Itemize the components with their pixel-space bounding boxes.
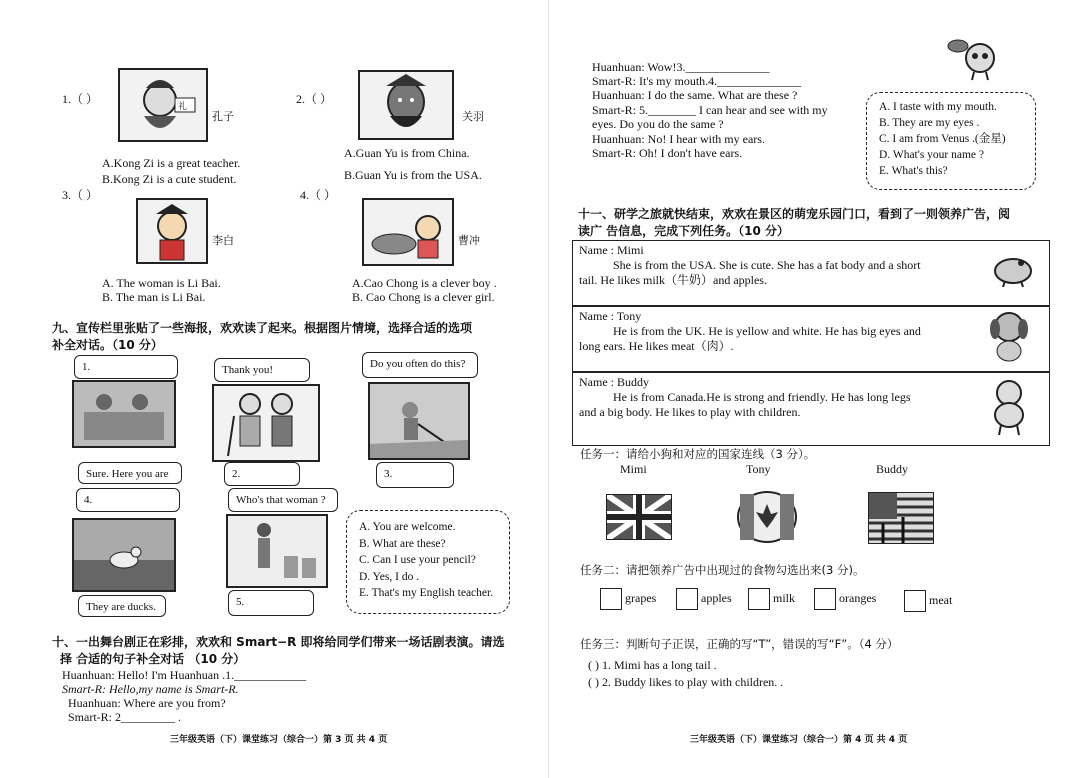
kongzi-picture [118,68,208,142]
ad-buddy-line-1: He is from Canada.He is strong and friendly. He has long legs [613,390,911,404]
r-dialog-line-2: Smart-R: It's my mouth.4.______________ [592,74,802,88]
page-divider [548,0,549,778]
task-1-dog-tony: Tony [746,462,771,476]
q2-number: 2.（ ） [296,92,333,106]
section-10-title-2: 择 合适的句子补全对话 （10 分） [60,652,246,666]
poster-5-answer-bubble: 5. [228,590,314,616]
ad-tony-line-2: long ears. He likes meat（肉）. [579,339,734,353]
food-option-apples[interactable] [676,588,732,610]
r-option-e: E. What's this? [879,165,948,177]
ad-tony-line-1: He is from the UK. He is yellow and white. He has big eyes and [613,324,921,338]
poster-2-bubble: Thank you! [214,358,310,382]
q2-option-b: B.Guan Yu is from the USA. [344,168,482,182]
ad-mimi-line-2: tail. He likes milk（牛奶）and apples. [579,273,767,287]
poster-3-picture [368,382,470,460]
grapes-checkbox[interactable] [600,588,622,610]
task-3-title: 任务三：判断句子正误，正确的写“T”，错误的写“F”。（4 分） [580,637,899,651]
task-1-title: 任务一：请给小狗和对应的国家连线（3 分）。 [580,447,816,461]
section-11-title-2: 读广 告信息，完成下列任务。（10 分） [578,224,790,238]
canada-flag-icon[interactable] [736,490,798,544]
ad-buddy-name: Name : Buddy [579,375,649,389]
q1-option-a: A.Kong Zi is a great teacher. [102,156,241,170]
r-dialog-line-7: Smart-R: Oh! I don't have ears. [592,146,743,160]
q1-number: 1.（ ） [62,92,99,106]
apples-checkbox[interactable] [676,588,698,610]
poster-1-reply-bubble: Sure. Here you are [78,462,182,484]
poster-5-picture [226,514,328,588]
poster-1-picture [72,380,176,448]
poster-3-bubble: Do you often do this? [362,352,478,378]
left-page-footer: 三年级英语（下）课堂练习（综合一）第 3 页 共 4 页 [170,735,388,745]
ad-tony-name: Name : Tony [579,309,642,323]
r-dialog-line-6: Huanhuan: No! I hear with my ears. [592,132,765,146]
q2-name: 关羽 [462,110,484,123]
r-option-c: C. I am from Venus .(金星) [879,133,1006,145]
buddy-dog-icon [987,377,1033,441]
q4-option-b: B. Cao Chong is a clever girl. [352,290,495,304]
meat-checkbox[interactable] [904,590,926,612]
r-dialog-line-3: Huanhuan: I do the same. What are these ? [592,88,798,102]
dialog-line-3: Huanhuan: Where are you from? [68,696,226,710]
option-c: C. Can I use your pencil? [359,554,476,566]
tony-dog-icon [987,309,1033,369]
r-option-d: D. What's your name ? [879,149,985,161]
poster-2-picture [212,384,320,462]
ad-buddy [572,372,1050,446]
poster-2-answer-bubble: 2. [224,462,300,486]
poster-4-picture [72,518,176,592]
r-dialog-line-4: Smart-R: 5.________ I can hear and see with my [592,103,828,117]
grapes-label: grapes [625,590,657,605]
r-option-a: A. I taste with my mouth. [879,101,997,113]
ad-mimi-line-1: She is from the USA. She is cute. She has a fat body and a short [613,258,921,272]
section-9-title: 九、宣传栏里张贴了一些海报，欢欢读了起来。根据图片情境，选择合适的选项 [52,321,473,335]
option-d: D. Yes, I do . [359,570,420,583]
guanyu-picture [358,70,454,140]
dialog-line-2: Smart-R: Hello,my name is Smart-R. [62,682,239,696]
poster-4-bubble: 4. [76,488,180,512]
r-option-b: B. They are my eyes . [879,117,980,129]
option-e: E. That's my English teacher. [359,587,494,599]
food-option-oranges[interactable] [814,588,876,610]
task-1-dog-buddy: Buddy [876,462,909,476]
food-option-milk[interactable] [748,588,795,610]
ad-buddy-line-2: and a big body. He likes to play with children. [579,405,801,419]
ad-mimi-name: Name : Mimi [579,243,644,257]
poster-4-reply-bubble: They are ducks. [78,595,166,617]
dialog-options-box [866,92,1036,190]
uk-flag-icon[interactable] [606,494,672,540]
q3-name: 李白 [212,234,234,247]
section-9-title-2: 补全对话。（10 分） [52,338,163,352]
task-1-dog-mimi: Mimi [620,462,647,476]
ad-mimi [572,240,1050,306]
q4-number: 4.（ ） [300,188,337,202]
food-option-meat[interactable] [904,590,952,612]
poster-5-bubble: Who's that woman ? [228,488,338,512]
ad-tony [572,306,1050,372]
q1-name: 孔子 [212,110,234,123]
q3-option-a: A. The woman is Li Bai. [102,276,221,290]
option-b: B. What are these? [359,537,446,550]
milk-checkbox[interactable] [748,588,770,610]
section-10-title: 十、一出舞台剧正在彩排，欢欢和 Smart−R 即将给同学们带来一场话剧表演。请选 [52,635,505,649]
task-3-item-1[interactable]: ( ) 1. Mimi has a long tail . [588,658,717,672]
poster-1-bubble: 1. [74,355,178,379]
meat-label: meat [929,592,953,607]
oranges-checkbox[interactable] [814,588,836,610]
q4-option-a: A.Cao Chong is a clever boy . [352,276,497,290]
milk-label: milk [773,590,796,605]
q3-option-b: B. The man is Li Bai. [102,290,206,304]
q1-option-b: B.Kong Zi is a cute student. [102,172,237,186]
dialog-line-4: Smart-R: 2_________ . [68,710,181,724]
libai-picture [136,198,208,264]
task-2-title: 任务二：请把领养广告中出现过的食物勾选出来(3 分)。 [580,563,865,577]
r-dialog-line-5: eyes. Do you do the same ? [592,117,724,131]
svg-text:礼: 礼 [178,101,188,111]
poster-3-answer-bubble: 3. [376,462,454,488]
right-page-footer: 三年级英语（下）课堂练习（综合一）第 4 页 共 4 页 [690,735,908,745]
task-3-item-2[interactable]: ( ) 2. Buddy likes to play with children. . [588,675,784,689]
food-option-grapes[interactable] [600,588,656,610]
r-dialog-line-1: Huanhuan: Wow!3.______________ [592,60,770,74]
q3-number: 3.（ ） [62,188,99,202]
apples-label: apples [701,590,732,605]
section-9-options-box [346,510,510,614]
robot-icon [944,36,1000,82]
q4-name: 曹冲 [458,234,480,247]
option-a: A. You are welcome. [359,521,456,533]
dialog-line-1: Huanhuan: Hello! I'm Huanhuan .1.____________ [62,668,307,682]
usa-flag-icon[interactable] [868,492,934,544]
caochong-picture [362,198,454,266]
oranges-label: oranges [839,590,877,605]
mimi-dog-icon [991,247,1037,291]
section-11-title: 十一、研学之旅就快结束，欢欢在景区的萌宠乐园门口，看到了一则领养广告，阅 [578,207,1011,221]
q2-option-a: A.Guan Yu is from China. [344,146,470,160]
